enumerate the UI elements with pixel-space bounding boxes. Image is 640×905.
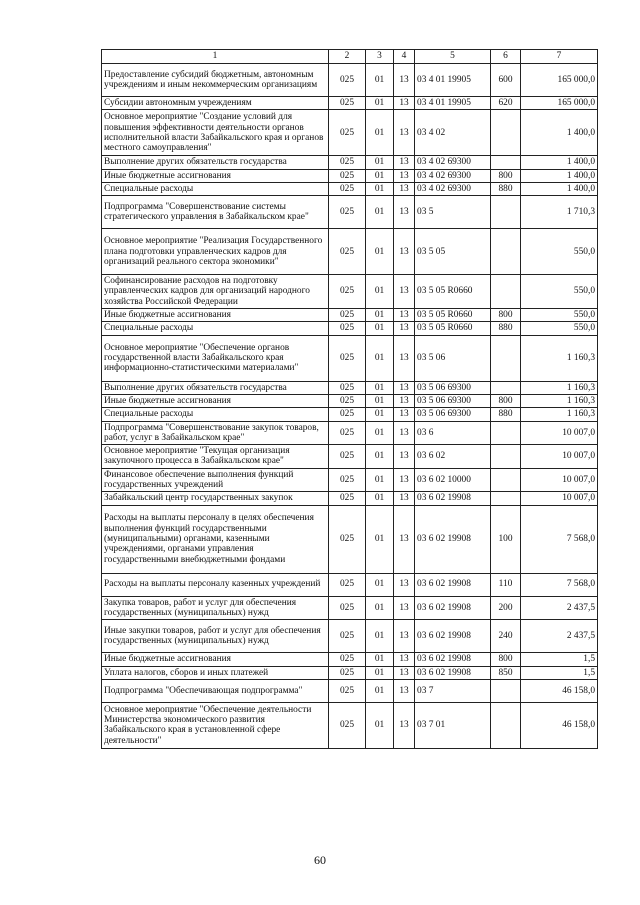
amount-cell: 7 568,0 xyxy=(521,505,598,573)
ministry-code-cell: 025 xyxy=(329,653,366,666)
target-article-cell: 03 6 02 19908 xyxy=(415,666,491,679)
amount-cell: 1,5 xyxy=(521,666,598,679)
expense-type-cell: 600 xyxy=(491,64,521,97)
row-name-cell: Финансовое обеспечение выполнения функций государственных учреждений xyxy=(102,468,329,492)
subsection-code-cell: 13 xyxy=(394,421,415,445)
table-row xyxy=(102,110,598,156)
target-article-cell: 03 4 02 69300 xyxy=(415,182,491,195)
ministry-code-cell: 025 xyxy=(329,408,366,421)
target-article-cell: 03 6 02 19908 xyxy=(415,596,491,620)
table-row xyxy=(102,679,598,702)
ministry-code-cell: 025 xyxy=(329,394,366,407)
table-row xyxy=(102,335,598,381)
subsection-code-cell: 13 xyxy=(394,229,415,275)
amount-cell: 10 007,0 xyxy=(521,468,598,492)
table-row xyxy=(102,492,598,505)
row-name-cell: Выполнение других обязательств государства xyxy=(102,381,329,394)
ministry-code-cell: 025 xyxy=(329,421,366,445)
ministry-code-cell: 025 xyxy=(329,702,366,748)
ministry-code-cell: 025 xyxy=(329,679,366,702)
row-name-cell: Специальные расходы xyxy=(102,182,329,195)
amount-cell: 1 160,3 xyxy=(521,408,598,421)
amount-cell: 10 007,0 xyxy=(521,421,598,445)
row-name-cell: Субсидии автономным учреждениям xyxy=(102,97,329,110)
ministry-code-cell: 025 xyxy=(329,335,366,381)
table-row xyxy=(102,596,598,620)
amount-cell: 1 400,0 xyxy=(521,110,598,156)
target-article-cell: 03 6 02 xyxy=(415,445,491,469)
section-code-cell: 01 xyxy=(366,322,394,335)
subsection-code-cell: 13 xyxy=(394,196,415,229)
amount-cell: 550,0 xyxy=(521,309,598,322)
target-article-cell: 03 4 01 19905 xyxy=(415,97,491,110)
expense-type-cell xyxy=(491,679,521,702)
expense-type-cell xyxy=(491,335,521,381)
header-row xyxy=(102,50,598,64)
section-code-cell: 01 xyxy=(366,196,394,229)
expense-type-cell xyxy=(491,275,521,309)
expense-type-cell xyxy=(491,381,521,394)
amount-cell: 550,0 xyxy=(521,275,598,309)
table-row xyxy=(102,229,598,275)
expense-type-cell xyxy=(491,492,521,505)
row-name-cell: Основное мероприятие "Создание условий для повышения эффективности деятельности органов исполнительной власти Забайкальского края и органов местного самоуправления" xyxy=(102,110,329,156)
amount-cell: 550,0 xyxy=(521,229,598,275)
expense-type-cell: 800 xyxy=(491,653,521,666)
expense-type-cell xyxy=(491,110,521,156)
subsection-code-cell: 13 xyxy=(394,110,415,156)
expense-type-cell: 200 xyxy=(491,596,521,620)
ministry-code-cell: 025 xyxy=(329,97,366,110)
subsection-code-cell: 13 xyxy=(394,492,415,505)
table-row xyxy=(102,182,598,195)
subsection-code-cell: 13 xyxy=(394,408,415,421)
section-code-cell: 01 xyxy=(366,381,394,394)
expense-type-cell: 880 xyxy=(491,322,521,335)
subsection-code-cell: 13 xyxy=(394,596,415,620)
target-article-cell: 03 6 02 19908 xyxy=(415,653,491,666)
amount-cell: 10 007,0 xyxy=(521,445,598,469)
subsection-code-cell: 13 xyxy=(394,702,415,748)
table-row xyxy=(102,196,598,229)
expense-type-cell: 100 xyxy=(491,505,521,573)
row-name-cell: Закупка товаров, работ и услуг для обеспечения государственных (муниципальных) нужд xyxy=(102,596,329,620)
row-name-cell: Уплата налогов, сборов и иных платежей xyxy=(102,666,329,679)
expense-type-cell: 800 xyxy=(491,309,521,322)
table-row xyxy=(102,381,598,394)
section-code-cell: 01 xyxy=(366,666,394,679)
target-article-cell: 03 6 02 19908 xyxy=(415,505,491,573)
section-code-cell: 01 xyxy=(366,505,394,573)
section-code-cell: 01 xyxy=(366,169,394,182)
ministry-code-cell: 025 xyxy=(329,275,366,309)
subsection-code-cell: 13 xyxy=(394,666,415,679)
section-code-cell: 01 xyxy=(366,620,394,653)
section-code-cell: 01 xyxy=(366,573,394,596)
section-code-cell: 01 xyxy=(366,679,394,702)
table-row xyxy=(102,505,598,573)
table-row xyxy=(102,309,598,322)
ministry-code-cell: 025 xyxy=(329,64,366,97)
section-code-cell: 01 xyxy=(366,156,394,169)
target-article-cell: 03 7 xyxy=(415,679,491,702)
subsection-code-cell: 13 xyxy=(394,182,415,195)
expense-type-cell: 800 xyxy=(491,169,521,182)
table-row xyxy=(102,702,598,748)
subsection-code-cell: 13 xyxy=(394,394,415,407)
expense-type-cell: 880 xyxy=(491,408,521,421)
table-row xyxy=(102,97,598,110)
section-code-cell: 01 xyxy=(366,408,394,421)
amount-cell: 165 000,0 xyxy=(521,97,598,110)
table-row xyxy=(102,573,598,596)
subsection-code-cell: 13 xyxy=(394,169,415,182)
amount-cell: 1 400,0 xyxy=(521,169,598,182)
subsection-code-cell: 13 xyxy=(394,335,415,381)
section-code-cell: 01 xyxy=(366,64,394,97)
subsection-code-cell: 13 xyxy=(394,156,415,169)
section-code-cell: 01 xyxy=(366,97,394,110)
ministry-code-cell: 025 xyxy=(329,182,366,195)
section-code-cell: 01 xyxy=(366,596,394,620)
row-name-cell: Основное мероприятие "Обеспечение органов государственной власти Забайкальского края информационно-статистическими материалами" xyxy=(102,335,329,381)
amount-cell: 2 437,5 xyxy=(521,620,598,653)
table-row xyxy=(102,275,598,309)
table-row xyxy=(102,445,598,469)
subsection-code-cell: 13 xyxy=(394,275,415,309)
row-name-cell: Выполнение других обязательств государства xyxy=(102,156,329,169)
target-article-cell: 03 6 02 19908 xyxy=(415,620,491,653)
target-article-cell: 03 4 02 69300 xyxy=(415,169,491,182)
target-article-cell: 03 5 06 69300 xyxy=(415,381,491,394)
section-code-cell: 01 xyxy=(366,445,394,469)
row-name-cell: Иные бюджетные ассигнования xyxy=(102,394,329,407)
row-name-cell: Специальные расходы xyxy=(102,322,329,335)
ministry-code-cell: 025 xyxy=(329,196,366,229)
subsection-code-cell: 13 xyxy=(394,679,415,702)
column-header: 2 xyxy=(329,50,366,64)
subsection-code-cell: 13 xyxy=(394,381,415,394)
page-number: 60 xyxy=(314,853,326,867)
ministry-code-cell: 025 xyxy=(329,620,366,653)
subsection-code-cell: 13 xyxy=(394,620,415,653)
target-article-cell: 03 5 05 xyxy=(415,229,491,275)
row-name-cell: Основное мероприятие "Реализация Государственного плана подготовки управленческих кадров для организаций реального сектора экономики" xyxy=(102,229,329,275)
row-name-cell: Софинансирование расходов на подготовку управленческих кадров для организаций народного хозяйства Российской Федерации xyxy=(102,275,329,309)
column-header: 5 xyxy=(415,50,491,64)
target-article-cell: 03 6 02 10000 xyxy=(415,468,491,492)
amount-cell: 1 400,0 xyxy=(521,182,598,195)
table-row xyxy=(102,620,598,653)
subsection-code-cell: 13 xyxy=(394,64,415,97)
ministry-code-cell: 025 xyxy=(329,666,366,679)
amount-cell: 1,5 xyxy=(521,653,598,666)
table-row xyxy=(102,64,598,97)
ministry-code-cell: 025 xyxy=(329,492,366,505)
target-article-cell: 03 5 06 69300 xyxy=(415,408,491,421)
amount-cell: 165 000,0 xyxy=(521,64,598,97)
amount-cell: 10 007,0 xyxy=(521,492,598,505)
section-code-cell: 01 xyxy=(366,110,394,156)
ministry-code-cell: 025 xyxy=(329,322,366,335)
section-code-cell: 01 xyxy=(366,229,394,275)
subsection-code-cell: 13 xyxy=(394,97,415,110)
target-article-cell: 03 4 02 69300 xyxy=(415,156,491,169)
section-code-cell: 01 xyxy=(366,702,394,748)
target-article-cell: 03 5 05 R0660 xyxy=(415,309,491,322)
row-name-cell: Иные закупки товаров, работ и услуг для обеспечения государственных (муниципальных) нужд xyxy=(102,620,329,653)
amount-cell: 46 158,0 xyxy=(521,702,598,748)
table-row xyxy=(102,156,598,169)
target-article-cell: 03 6 02 19908 xyxy=(415,573,491,596)
row-name-cell: Расходы на выплаты персоналу казенных учреждений xyxy=(102,573,329,596)
expense-type-cell xyxy=(491,468,521,492)
subsection-code-cell: 13 xyxy=(394,573,415,596)
target-article-cell: 03 6 02 19908 xyxy=(415,492,491,505)
ministry-code-cell: 025 xyxy=(329,505,366,573)
target-article-cell: 03 4 02 xyxy=(415,110,491,156)
row-name-cell: Забайкальский центр государственных закупок xyxy=(102,492,329,505)
table-row xyxy=(102,421,598,445)
subsection-code-cell: 13 xyxy=(394,468,415,492)
column-header: 3 xyxy=(366,50,394,64)
amount-cell: 46 158,0 xyxy=(521,679,598,702)
target-article-cell: 03 5 xyxy=(415,196,491,229)
section-code-cell: 01 xyxy=(366,653,394,666)
target-article-cell: 03 5 05 R0660 xyxy=(415,275,491,309)
target-article-cell: 03 6 xyxy=(415,421,491,445)
expense-type-cell xyxy=(491,702,521,748)
expense-type-cell: 800 xyxy=(491,394,521,407)
expense-type-cell: 880 xyxy=(491,182,521,195)
row-name-cell: Иные бюджетные ассигнования xyxy=(102,309,329,322)
row-name-cell: Подпрограмма "Совершенствование закупок товаров, работ, услуг в Забайкальском крае" xyxy=(102,421,329,445)
amount-cell: 1 160,3 xyxy=(521,394,598,407)
row-name-cell: Основное мероприятие "Обеспечение деятельности Министерства экономического развития Забайкальского края в установленной сфере деятельности" xyxy=(102,702,329,748)
ministry-code-cell: 025 xyxy=(329,445,366,469)
subsection-code-cell: 13 xyxy=(394,505,415,573)
ministry-code-cell: 025 xyxy=(329,468,366,492)
row-name-cell: Специальные расходы xyxy=(102,408,329,421)
column-header: 6 xyxy=(491,50,521,64)
ministry-code-cell: 025 xyxy=(329,110,366,156)
amount-cell: 1 160,3 xyxy=(521,335,598,381)
subsection-code-cell: 13 xyxy=(394,445,415,469)
expense-type-cell xyxy=(491,421,521,445)
table-row xyxy=(102,468,598,492)
section-code-cell: 01 xyxy=(366,468,394,492)
expense-type-cell: 620 xyxy=(491,97,521,110)
amount-cell: 550,0 xyxy=(521,322,598,335)
section-code-cell: 01 xyxy=(366,309,394,322)
amount-cell: 1 710,3 xyxy=(521,196,598,229)
column-header: 4 xyxy=(394,50,415,64)
expense-type-cell: 850 xyxy=(491,666,521,679)
table-row xyxy=(102,653,598,666)
target-article-cell: 03 7 01 xyxy=(415,702,491,748)
amount-cell: 1 400,0 xyxy=(521,156,598,169)
budget-table xyxy=(101,49,598,749)
section-code-cell: 01 xyxy=(366,182,394,195)
expense-type-cell xyxy=(491,156,521,169)
column-header: 1 xyxy=(102,50,329,64)
table-row xyxy=(102,322,598,335)
expense-type-cell: 240 xyxy=(491,620,521,653)
column-header: 7 xyxy=(521,50,598,64)
row-name-cell: Расходы на выплаты персоналу в целях обеспечения выполнения функций государственными (муниципальными) органами, казенными учреждениями, органами управления государственными внебюджетными фондами xyxy=(102,505,329,573)
ministry-code-cell: 025 xyxy=(329,169,366,182)
section-code-cell: 01 xyxy=(366,394,394,407)
subsection-code-cell: 13 xyxy=(394,653,415,666)
table-row xyxy=(102,169,598,182)
table-row xyxy=(102,394,598,407)
row-name-cell: Предоставление субсидий бюджетным, автономным учреждениям и иным некоммерческим организациям xyxy=(102,64,329,97)
ministry-code-cell: 025 xyxy=(329,229,366,275)
target-article-cell: 03 5 06 xyxy=(415,335,491,381)
ministry-code-cell: 025 xyxy=(329,573,366,596)
expense-type-cell: 110 xyxy=(491,573,521,596)
ministry-code-cell: 025 xyxy=(329,596,366,620)
target-article-cell: 03 5 06 69300 xyxy=(415,394,491,407)
subsection-code-cell: 13 xyxy=(394,322,415,335)
section-code-cell: 01 xyxy=(366,335,394,381)
amount-cell: 7 568,0 xyxy=(521,573,598,596)
row-name-cell: Подпрограмма "Совершенствование системы стратегического управления в Забайкальском крае" xyxy=(102,196,329,229)
expense-type-cell xyxy=(491,229,521,275)
table-row xyxy=(102,408,598,421)
row-name-cell: Иные бюджетные ассигнования xyxy=(102,169,329,182)
table-row xyxy=(102,666,598,679)
target-article-cell: 03 5 05 R0660 xyxy=(415,322,491,335)
section-code-cell: 01 xyxy=(366,492,394,505)
expense-type-cell xyxy=(491,445,521,469)
subsection-code-cell: 13 xyxy=(394,309,415,322)
amount-cell: 2 437,5 xyxy=(521,596,598,620)
ministry-code-cell: 025 xyxy=(329,381,366,394)
section-code-cell: 01 xyxy=(366,275,394,309)
amount-cell: 1 160,3 xyxy=(521,381,598,394)
row-name-cell: Основное мероприятие "Текущая организация закупочного процесса в Забайкальском крае" xyxy=(102,445,329,469)
ministry-code-cell: 025 xyxy=(329,156,366,169)
row-name-cell: Иные бюджетные ассигнования xyxy=(102,653,329,666)
row-name-cell: Подпрограмма "Обеспечивающая подпрограмма" xyxy=(102,679,329,702)
expense-type-cell xyxy=(491,196,521,229)
target-article-cell: 03 4 01 19905 xyxy=(415,64,491,97)
section-code-cell: 01 xyxy=(366,421,394,445)
ministry-code-cell: 025 xyxy=(329,309,366,322)
